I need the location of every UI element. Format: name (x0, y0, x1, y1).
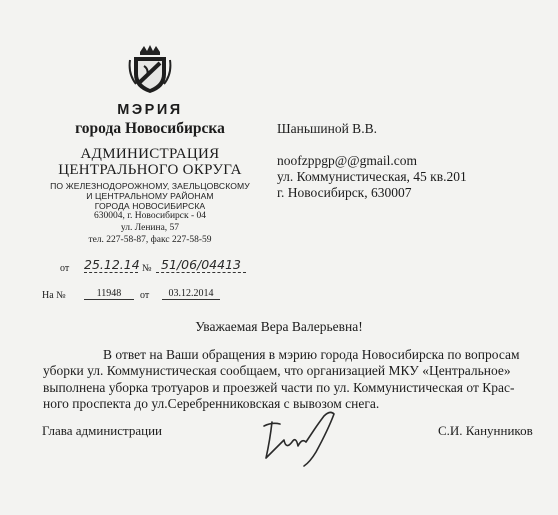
body-line: ного проспекта до ул.Серебренниковская с вывозом снега. (43, 395, 380, 411)
incoming-date-label: от (140, 290, 150, 301)
district-line: И ЦЕНТРАЛЬНОМУ РАЙОНАМ (86, 191, 214, 201)
district-line: ПО ЖЕЛЕЗНОДОРОЖНОМУ, ЗАЕЛЬЦОВСКОМУ (50, 181, 250, 191)
org-name: МЭРИЯ (117, 102, 183, 118)
street-address: ул. Ленина, 57 (120, 223, 180, 233)
incoming-date: 03.12.2014 (162, 288, 220, 300)
district-line: ГОРОДА НОВОСИБИРСКА (94, 201, 206, 211)
recipient-email: noofzppgp@@gmail.com (277, 153, 417, 168)
phone-fax: тел. 227-58-87, факс 227-58-59 (88, 235, 212, 245)
admin-title: АДМИНИСТРАЦИЯ (80, 146, 220, 162)
city-coat-of-arms-icon (128, 44, 172, 94)
salutation: Уважаемая Вера Валерьевна! (195, 319, 363, 334)
body-line: В ответ на Ваши обращения в мэрию города Новосибирска по вопросам (103, 347, 520, 362)
signatory-position: Глава администрации (42, 423, 163, 438)
recipient-name: Шаньшиной В.В. (277, 121, 377, 136)
recipient-address: ул. Коммунистическая, 45 кв.201 (277, 169, 467, 184)
incoming-number: 11948 (84, 288, 134, 300)
postal-address: 630004, г. Новосибирск - 04 (93, 211, 207, 221)
org-city: города Новосибирска (75, 120, 225, 137)
recipient-city: г. Новосибирск, 630007 (277, 185, 412, 200)
body-line: уборки ул. Коммунистическая сообщаем, что организацией МКУ «Центральное» (43, 363, 511, 379)
outgoing-date: 25.12.14 (84, 257, 140, 272)
outgoing-date-label: от (60, 263, 70, 274)
signatory-name: С.И. Канунников (438, 423, 533, 438)
incoming-number-label: На № (42, 290, 66, 301)
body-line: выполнена уборка тротуаров и проезжей части по ул. Коммунистическая от Крас- (43, 379, 515, 395)
admin-district: ЦЕНТРАЛЬНОГО ОКРУГА (58, 162, 242, 178)
outgoing-number-label: № (142, 263, 152, 274)
outgoing-number: 51/06/04413 (156, 257, 246, 273)
handwritten-signature (258, 400, 348, 468)
